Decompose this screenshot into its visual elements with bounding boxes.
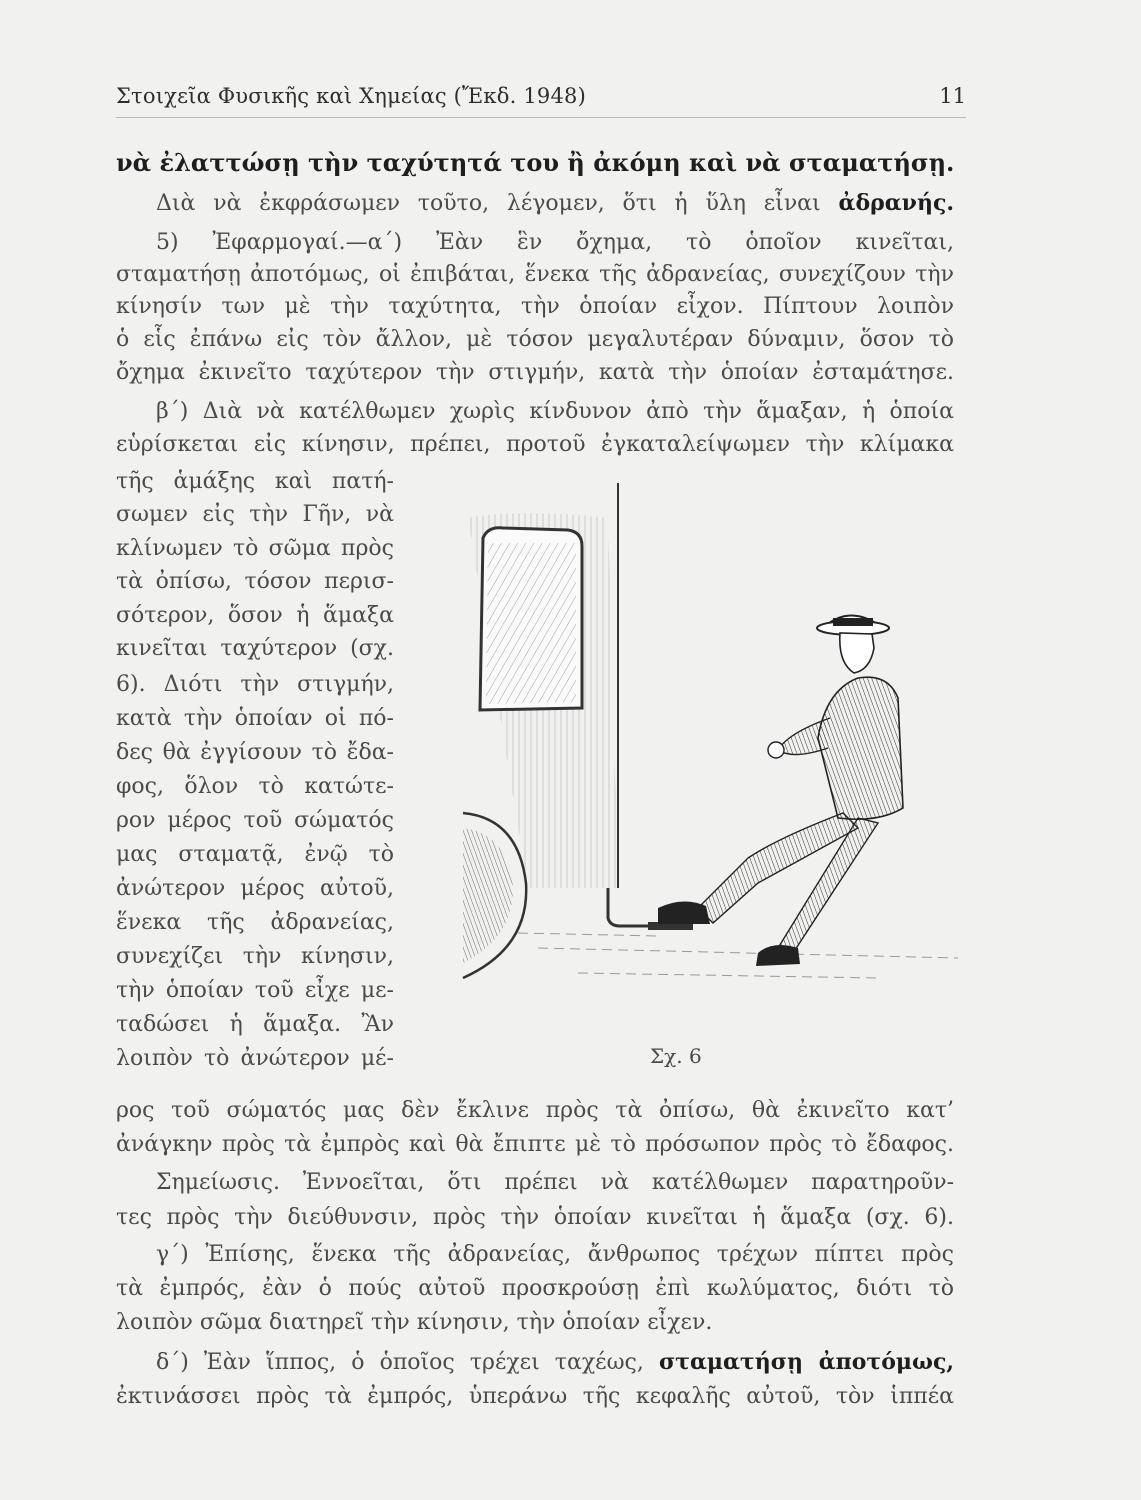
text-line: Σημείωσις. Ἐννοεῖται, ὅτι πρέπει νὰ κατέλθωμεν παρατηροῦν-: [156, 1170, 954, 1195]
column-line: φος, ὅλον τὸ κατώτε-: [116, 774, 394, 799]
column-line: κατὰ τὴν ὁποίαν οἱ πό-: [116, 706, 394, 731]
text-line: Διὰ νὰ ἐκφράσωμεν τοῦτο, λέγομεν, ὅτι ἡ ὕλη εἶναι ἀδρανής.: [156, 190, 954, 216]
column-line: δες θὰ ἐγγίσουν τὸ ἔδα-: [116, 740, 394, 765]
text-line: ἐκτινάσσει πρὸς τὰ ἐμπρός, ὑπεράνω τῆς κεφαλῆς αὐτοῦ, τὸν ἱππέα: [116, 1384, 954, 1409]
figure-caption: Σχ. 6: [650, 1044, 702, 1068]
text-line: εὑρίσκεται εἰς κίνησιν, πρέπει, προτοῦ ἐγκαταλείψωμεν τὴν κλίμακα: [116, 432, 954, 457]
bold-word: ἀδρανής.: [838, 190, 954, 216]
text-line: γ΄) Ἐπίσης, ἕνεκα τῆς ἀδρανείας, ἄνθρωπος τρέχων πίπτει πρὸς: [156, 1242, 954, 1267]
text-line: ὁ εἷς ἐπάνω εἰς τὸν ἄλλον, μὲ τόσον μεγαλυτέραν δύναμιν, ὅσον τὸ: [116, 327, 954, 352]
page-number: 11: [939, 84, 966, 108]
column-line: τὰ ὀπίσω, τόσον περισ-: [116, 569, 394, 594]
text-line: λοιπὸν σῶμα διατηρεῖ τὴν κίνησιν, τὴν ὁποίαν εἶχεν.: [116, 1310, 713, 1335]
column-line: τῆς ἁμάξης καὶ πατή-: [116, 469, 394, 494]
column-line: σωμεν εἰς τὴν Γῆν, νὰ: [116, 502, 394, 527]
text-line: νὰ ἐλαττώσῃ τὴν ταχύτητά του ἢ ἀκόμη καὶ νὰ σταματήσῃ.: [116, 148, 955, 177]
column-line: ἕνεκα τῆς ἀδρανείας,: [116, 910, 394, 935]
column-line: συνεχίζει τὴν κίνησιν,: [116, 944, 394, 969]
text-line: β΄) Διὰ νὰ κατέλθωμεν χωρὶς κίνδυνον ἀπὸ τὴν ἅμαξαν, ἡ ὁποία: [156, 399, 954, 424]
header-title: Στοιχεῖα Φυσικῆς καὶ Χημείας (Ἔκδ. 1948): [116, 84, 586, 108]
man-stepping-off-carriage-illustration: [458, 478, 958, 1023]
text-line: 5) Ἐφαρμογαί.—α΄) Ἐὰν ἓν ὄχημα, τὸ ὁποῖον κινεῖται,: [156, 230, 954, 255]
text-line: κίνησίν των μὲ τὴν ταχύτητα, τὴν ὁποίαν εἶχον. Πίπτουν λοιπὸν: [116, 294, 954, 319]
text-line: τες πρὸς τὴν διεύθυνσιν, πρὸς τὴν ὁποίαν κινεῖται ἡ ἅμαξα (σχ. 6).: [116, 1205, 954, 1230]
column-line: 6). Διότι τὴν στιγμήν,: [116, 672, 394, 697]
text-line: ρος τοῦ σώματός μας δὲν ἔκλινε πρὸς τὰ ὀπίσω, θὰ ἐκινεῖτο κατ’: [116, 1098, 954, 1123]
column-line: ταδώσει ἡ ἅμαξα. Ἂν: [116, 1012, 394, 1037]
text-line: ὄχημα ἐκινεῖτο ταχύτερον τὴν στιγμήν, κατὰ τὴν ὁποίαν ἐσταμάτησε.: [116, 360, 954, 385]
column-line: τὴν ὁποίαν τοῦ εἶχε με-: [116, 978, 394, 1003]
column-line: λοιπὸν τὸ ἀνώτερον μέ-: [116, 1046, 394, 1071]
running-header: [116, 84, 966, 114]
column-line: μας σταματᾷ, ἐνῷ τὸ: [116, 842, 394, 867]
figure-illustration: [458, 478, 958, 1023]
column-line: κινεῖται ταχύτερον (σχ.: [116, 636, 394, 661]
text-line: δ΄) Ἐὰν ἵππος, ὁ ὁποῖος τρέχει ταχέως, σταματήσῃ ἀποτόμως,: [156, 1349, 954, 1375]
column-line: κλίνωμεν τὸ σῶμα πρὸς: [116, 536, 394, 561]
column-line: ἀνώτερον μέρος αὐτοῦ,: [116, 876, 394, 901]
text-line: σταματήσῃ ἀποτόμως, οἱ ἐπιβάται, ἕνεκα τῆς ἀδρανείας, συνεχίζουν τὴν: [116, 262, 954, 287]
text-line: τὰ ἐμπρός, ἐὰν ὁ πούς αὐτοῦ προσκρούσῃ ἐπὶ κωλύματος, διότι τὸ: [116, 1276, 954, 1301]
column-line: ρον μέρος τοῦ σώματός: [116, 808, 394, 833]
header-rule: [116, 117, 966, 118]
text-line: ἀνάγκην πρὸς τὰ ἐμπρὸς καὶ θὰ ἔπιπτε μὲ τὸ πρόσωπον πρὸς τὸ ἔδαφος.: [116, 1132, 954, 1157]
column-line: σότερον, ὅσον ἡ ἅμαξα: [116, 603, 394, 628]
bold-phrase: σταματήσῃ ἀποτόμως,: [658, 1349, 954, 1375]
